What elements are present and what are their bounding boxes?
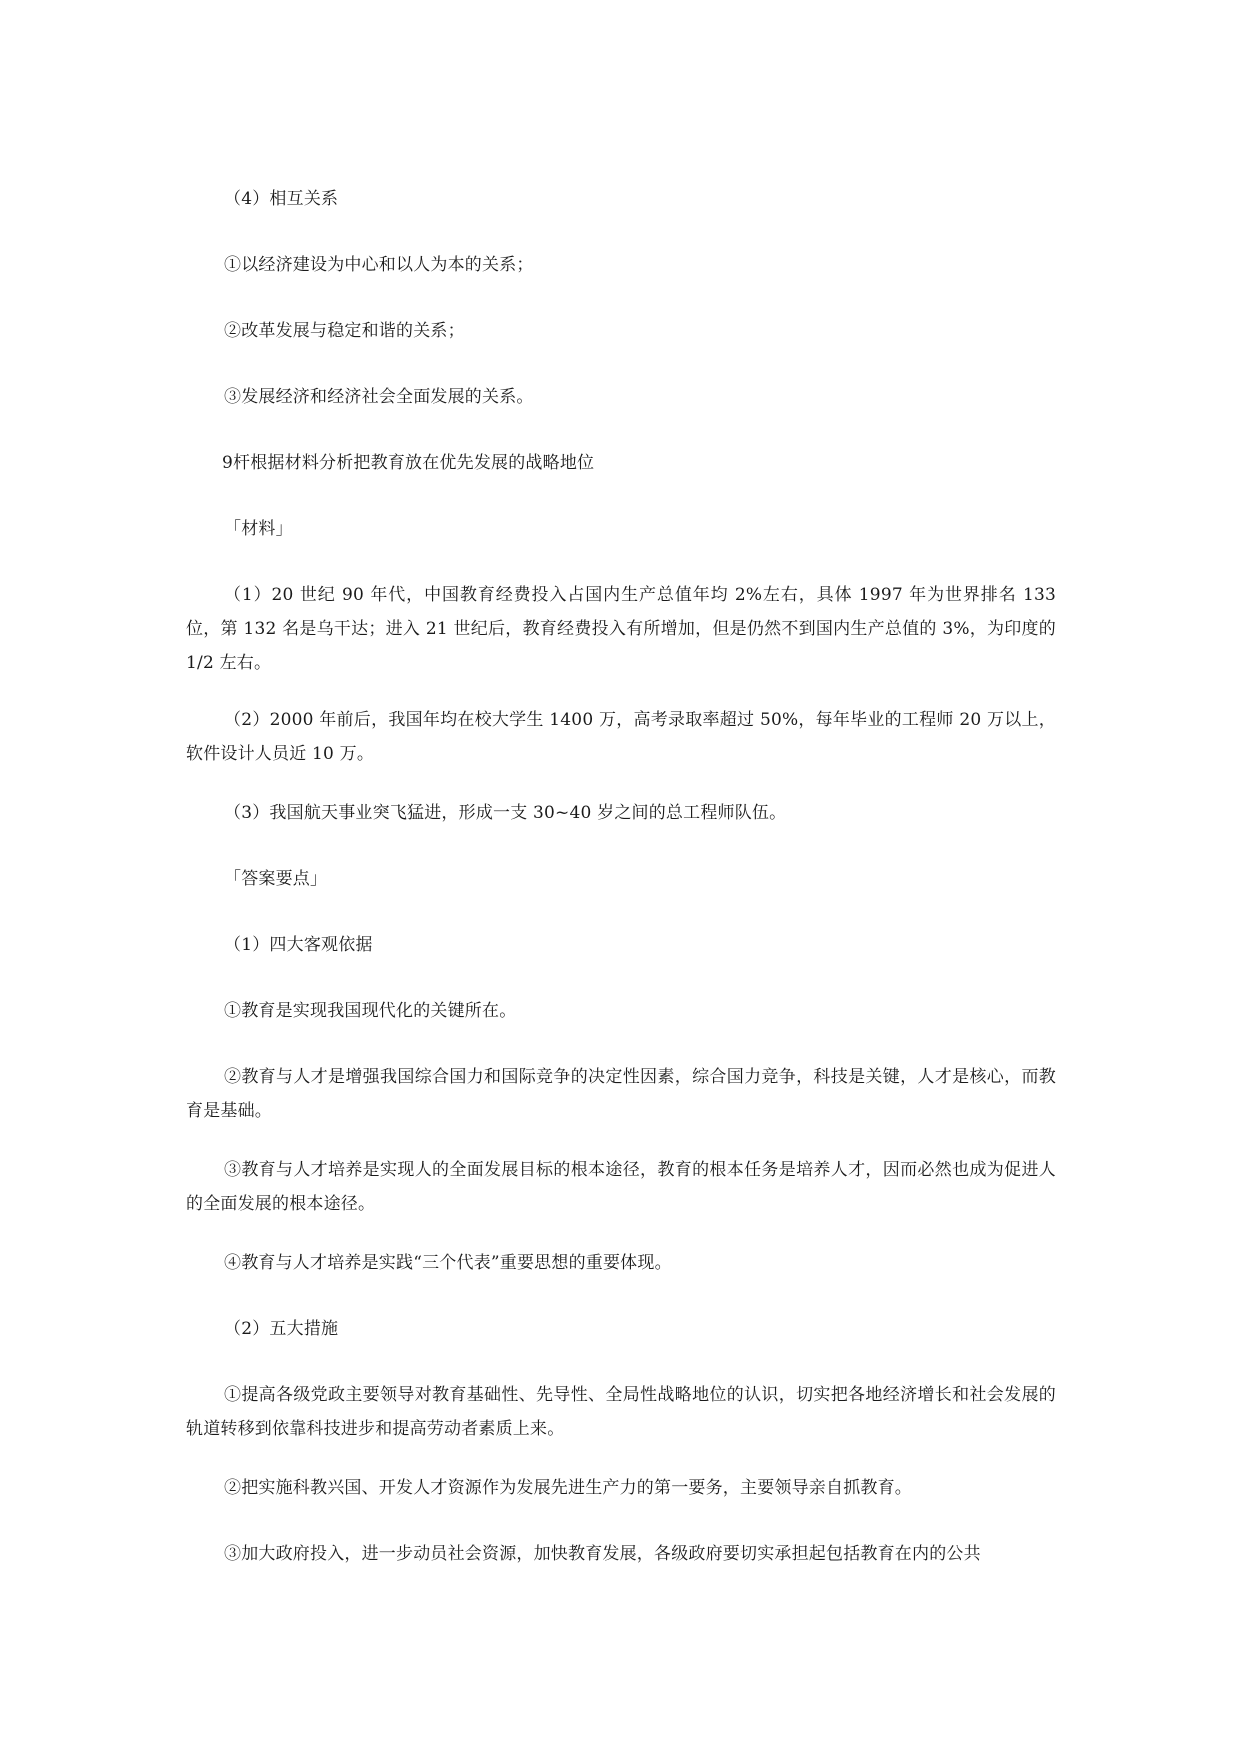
material-paragraph: （3）我国航天事业突飞猛进，形成一支 30~40 岁之间的总工程师队伍。 xyxy=(224,803,787,823)
list-item: ③教育与人才培养是实现人的全面发展目标的根本途径，教育的根本任务是培养人才，因而必然也成为促进人的全面发展的根本途径。 xyxy=(186,1160,1056,1214)
list-item: ③加大政府投入，进一步动员社会资源，加快教育发展，各级政府要切实承担起包括教育在内的公共 xyxy=(224,1544,981,1564)
list-item: ②把实施科教兴国、开发人才资源作为发展先进生产力的第一要务，主要领导亲自抓教育。 xyxy=(224,1478,912,1498)
material-label: 「材料」 xyxy=(224,519,293,539)
section-heading-basis: （1）四大客观依据 xyxy=(224,935,373,955)
list-item: ①教育是实现我国现代化的关键所在。 xyxy=(224,1001,517,1021)
list-item: ④教育与人才培养是实践“三个代表”重要思想的重要体现。 xyxy=(224,1253,672,1273)
question-heading: 9杆根据材料分析把教育放在优先发展的战略地位 xyxy=(222,453,595,473)
answer-label: 「答案要点」 xyxy=(224,869,328,889)
section-heading-measures: （2）五大措施 xyxy=(224,1319,339,1339)
list-item: ②改革发展与稳定和谐的关系； xyxy=(224,321,465,341)
list-item: ③发展经济和经济社会全面发展的关系。 xyxy=(224,387,534,407)
material-paragraph: （2）2000 年前后，我国年均在校大学生 1400 万，高考录取率超过 50%，每年毕业的工程师 20 万以上，软件设计人员近 10 万。 xyxy=(186,710,1056,764)
section-heading-relations: （4）相互关系 xyxy=(224,189,339,209)
document-page xyxy=(186,0,1056,1754)
material-paragraph: （1）20 世纪 90 年代，中国教育经费投入占国内生产总值年均 2%左右，具体 1997 年为世界排名 133 位，第 132 名是乌干达；进入 21 世纪后，教育经费投入有所增加，但是仍然不到国内生产总值的 3%，为印度的 1/2 左右。 xyxy=(186,585,1056,673)
list-item: ②教育与人才是增强我国综合国力和国际竞争的决定性因素，综合国力竞争，科技是关键，人才是核心，而教育是基础。 xyxy=(186,1067,1056,1121)
list-item: ①提高各级党政主要领导对教育基础性、先导性、全局性战略地位的认识，切实把各地经济增长和社会发展的轨道转移到依靠科技进步和提高劳动者素质上来。 xyxy=(186,1385,1056,1439)
list-item: ①以经济建设为中心和以人为本的关系； xyxy=(224,255,534,275)
